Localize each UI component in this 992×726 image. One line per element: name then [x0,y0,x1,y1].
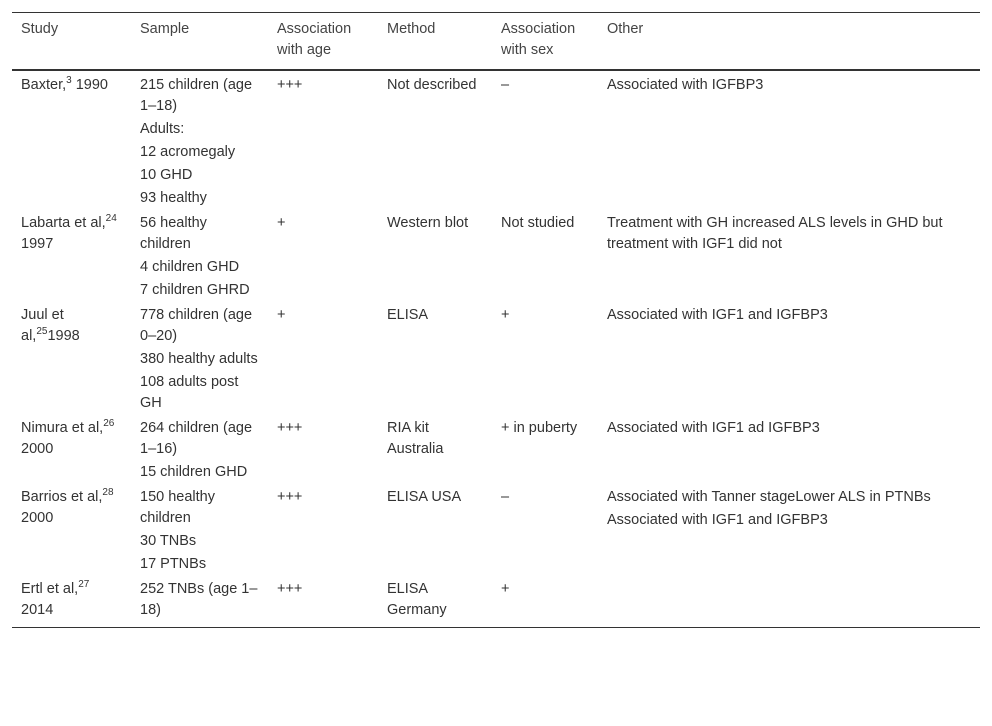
age-cell: +++ [277,489,303,505]
method-cell: Not described [387,77,477,93]
header-row [12,13,980,71]
other-cell [598,577,980,628]
header-sample: Sample [140,21,190,37]
sex-cell: + in puberty [501,420,578,436]
table-row [12,577,980,628]
age-cell: +++ [277,77,303,93]
sample-cell: 150 healthy children 30 TNBs 17 PTNBs [140,489,215,572]
table-row [12,211,980,303]
method-cell: ELISA USA [387,489,462,505]
sex-cell: + [501,307,510,323]
method-cell: RIA kit Australia [387,420,444,457]
studies-table [12,12,980,628]
sex-cell: Not studied [501,215,575,231]
study-cell: Ertl et al,$^{27}$ 2014 [21,579,90,618]
sex-cell: – [501,77,510,93]
study-cell: Baxter,$^3$ 1990 [21,75,108,93]
header-association-age: Association with age [277,21,352,58]
other-cell: Associated with IGF1 ad IGFBP3 [607,420,820,436]
sex-cell: + [501,581,510,597]
method-cell: ELISA Germany [387,581,447,618]
sample-cell: 215 children (age 1–18) Adults: 12 acromegaly 10 GHD 93 healthy [140,77,253,206]
sample-cell: 56 healthy children 4 children GHD 7 children GHRD [140,215,250,298]
table-row [12,303,980,416]
header-other: Other [607,21,644,37]
sample-cell: 264 children (age 1–16) 15 children GHD [140,420,253,480]
table-row [12,70,980,211]
age-cell: +++ [277,420,303,436]
study-cell: Labarta et al,$^{24}$ 1997 [21,213,117,252]
sample-cell: 252 TNBs (age 1–18) [140,581,258,618]
header-study: Study [21,21,59,37]
other-cell: Treatment with GH increased ALS levels in GHD but treatment with IGF1 did not [607,215,943,252]
table-row [12,416,980,485]
study-cell: Juul et al,$^{25}$1998 [21,307,80,344]
header-method: Method [387,21,436,37]
age-cell: +++ [277,581,303,597]
study-cell: Barrios et al,$^{28}$ 2000 [21,487,114,526]
age-cell: + [277,307,286,323]
age-cell: + [277,215,286,231]
sample-cell: 778 children (age 0–20) 380 healthy adults 108 adults post GH [140,307,258,411]
study-cell: Nimura et al,$^{26}$ 2000 [21,418,115,457]
table-row [12,485,980,577]
method-cell: ELISA [387,307,429,323]
method-cell: Western blot [387,215,469,231]
other-cell: Associated with IGFBP3 [607,77,764,93]
sex-cell: – [501,489,510,505]
header-association-sex: Association with sex [501,21,576,58]
table-container [12,12,980,628]
other-cell: Associated with Tanner stageLower ALS in PTNBs Associated with IGF1 and IGFBP3 [607,489,931,528]
other-cell: Associated with IGF1 and IGFBP3 [607,307,828,323]
